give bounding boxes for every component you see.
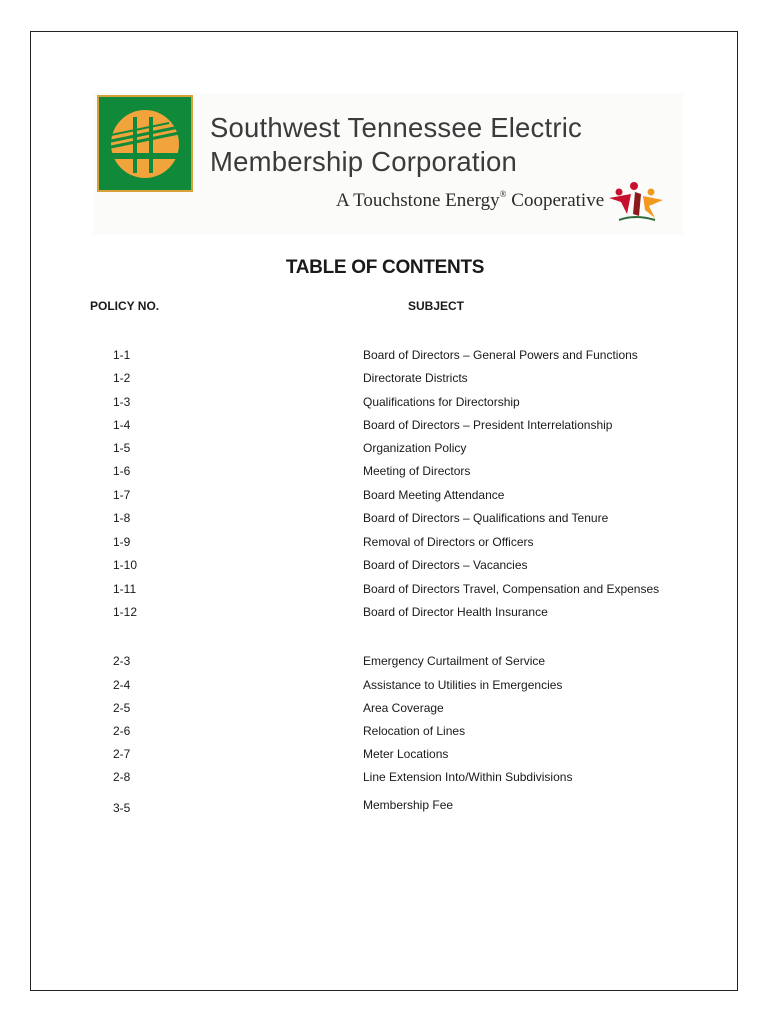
policy-number: 2-3 (113, 654, 131, 668)
policy-number: 1-12 (113, 605, 138, 619)
toc-row (0, 348, 770, 366)
policy-subject: Organization Policy (363, 441, 467, 455)
policy-subject: Board of Directors – General Powers and Functions (363, 348, 638, 362)
policy-number: 1-10 (113, 558, 138, 572)
page-title: TABLE OF CONTENTS (285, 257, 485, 278)
toc-row (0, 371, 770, 389)
policy-subject: Board of Directors – Qualifications and Tenure (363, 511, 609, 525)
toc-row (0, 678, 770, 696)
tagline-end: Cooperative (506, 190, 605, 211)
policy-subject: Meeting of Directors (363, 464, 471, 478)
policy-subject: Board of Directors – President Interrelationship (363, 418, 613, 432)
policy-subject: Board Meeting Attendance (363, 488, 505, 502)
policy-subject: Directorate Districts (363, 371, 468, 385)
toc-row (0, 770, 770, 788)
touchstone-tagline (336, 190, 604, 212)
policy-number: 2-6 (113, 724, 131, 738)
policy-subject: Removal of Directors or Officers (363, 535, 534, 549)
policy-subject: Assistance to Utilities in Emergencies (363, 678, 563, 692)
toc-row (0, 558, 770, 576)
toc-row (0, 605, 770, 623)
policy-number: 1-2 (113, 371, 131, 385)
policy-number: 1-4 (113, 418, 131, 432)
policy-number: 1-5 (113, 441, 131, 455)
tagline-main: A Touchstone Energy (336, 190, 500, 211)
toc-row (0, 798, 770, 816)
org-name-line2: Membership Corporation (210, 146, 518, 177)
policy-number: 3-5 (113, 801, 131, 815)
cooperative-logo (97, 95, 193, 192)
toc-row (0, 418, 770, 436)
toc-row (0, 724, 770, 742)
policy-subject: Qualifications for Directorship (363, 395, 520, 409)
policy-number: 2-4 (113, 678, 131, 692)
policy-number: 1-8 (113, 511, 131, 525)
policy-number: 1-7 (113, 488, 131, 502)
column-header-policy: POLICY NO. (90, 299, 160, 313)
policy-number: 2-8 (113, 770, 131, 784)
toc-row (0, 464, 770, 482)
registered-mark: ® (499, 188, 507, 199)
policy-number: 2-5 (113, 701, 131, 715)
toc-row (0, 511, 770, 529)
toc-row (0, 488, 770, 506)
policy-subject: Membership Fee (363, 798, 454, 812)
policy-subject: Board of Directors – Vacancies (363, 558, 528, 572)
policy-number: 1-6 (113, 464, 131, 478)
policy-number: 1-1 (113, 348, 131, 362)
policy-number: 1-3 (113, 395, 131, 409)
policy-subject: Emergency Curtailment of Service (363, 654, 546, 668)
toc-row (0, 582, 770, 600)
policy-number: 1-9 (113, 535, 131, 549)
policy-number: 1-11 (113, 582, 137, 596)
policy-subject: Meter Locations (363, 747, 449, 761)
toc-row (0, 441, 770, 459)
toc-row (0, 701, 770, 719)
toc-row (0, 747, 770, 765)
touchstone-energy-icon (605, 180, 665, 222)
toc-row (0, 535, 770, 553)
toc-row (0, 395, 770, 413)
policy-subject: Line Extension Into/Within Subdivisions (363, 770, 573, 784)
policy-subject: Relocation of Lines (363, 724, 466, 738)
policy-number: 2-7 (113, 747, 131, 761)
policy-subject: Board of Directors Travel, Compensation and Expenses (363, 582, 660, 596)
policy-subject: Area Coverage (363, 701, 444, 715)
column-header-subject: SUBJECT (408, 299, 465, 313)
toc-row (0, 654, 770, 672)
policy-subject: Board of Director Health Insurance (363, 605, 548, 619)
org-name-line1: Southwest Tennessee Electric (210, 112, 582, 143)
